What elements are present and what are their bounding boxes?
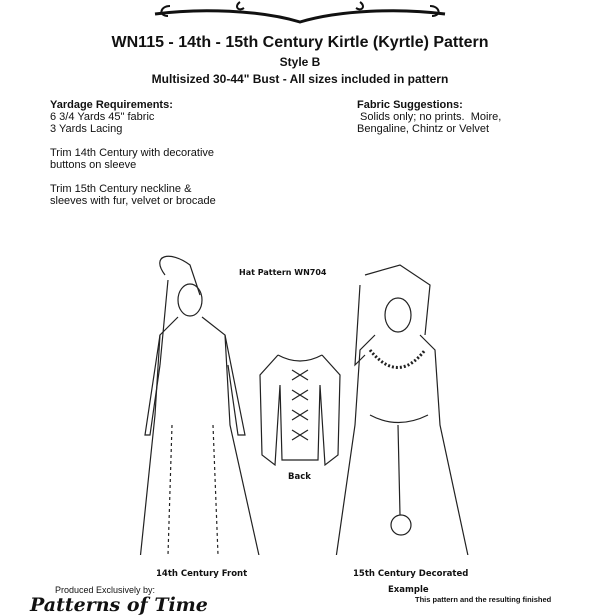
yardage-line: 6 3/4 Yards 45" fabric — [50, 111, 155, 123]
trim-14th: Trim 14th Century with decorative — [50, 147, 215, 159]
fabric-line: Solids only; no prints. Moire, — [357, 111, 502, 123]
back-label: Back — [288, 472, 311, 482]
fabric-section — [357, 99, 501, 135]
back-figure — [260, 355, 340, 465]
pattern-title: WN115 - 14th - 15th Century Kirtle (Kyrtle) Pattern — [111, 34, 489, 51]
produced-by: Produced Exclusively by: — [55, 585, 156, 595]
decorated-label: 15th Century Decorated — [353, 569, 469, 579]
trim-15th: Trim 15th Century neckline & — [50, 183, 192, 195]
trim-15th: sleeves with fur, velvet or brocade — [50, 195, 216, 207]
yardage-heading: Yardage Requirements: — [50, 99, 173, 111]
decorated-label-2: Example — [388, 585, 429, 595]
brand-logo: Patterns of Time — [30, 594, 208, 616]
sizes-label: Multisized 30-44" Bust - All sizes included in pattern — [151, 72, 449, 86]
yardage-line: 3 Yards Lacing — [50, 123, 123, 135]
yardage-section — [50, 99, 216, 207]
kirtle-illustrations — [0, 255, 600, 555]
ornament-flourish — [0, 0, 600, 30]
trim-14th: buttons on sleeve — [50, 159, 137, 171]
style-label: Style B — [279, 55, 321, 69]
fabric-line: Bengaline, Chintz or Velvet — [357, 123, 490, 135]
decorated-figure — [335, 265, 470, 555]
hat-pattern-label: Hat Pattern WN704 — [239, 268, 327, 277]
fabric-heading: Fabric Suggestions: — [357, 99, 463, 111]
copyright-notice: This pattern and the resulting finished — [415, 595, 552, 604]
front-figure — [140, 256, 260, 555]
front-label: 14th Century Front — [156, 569, 248, 579]
